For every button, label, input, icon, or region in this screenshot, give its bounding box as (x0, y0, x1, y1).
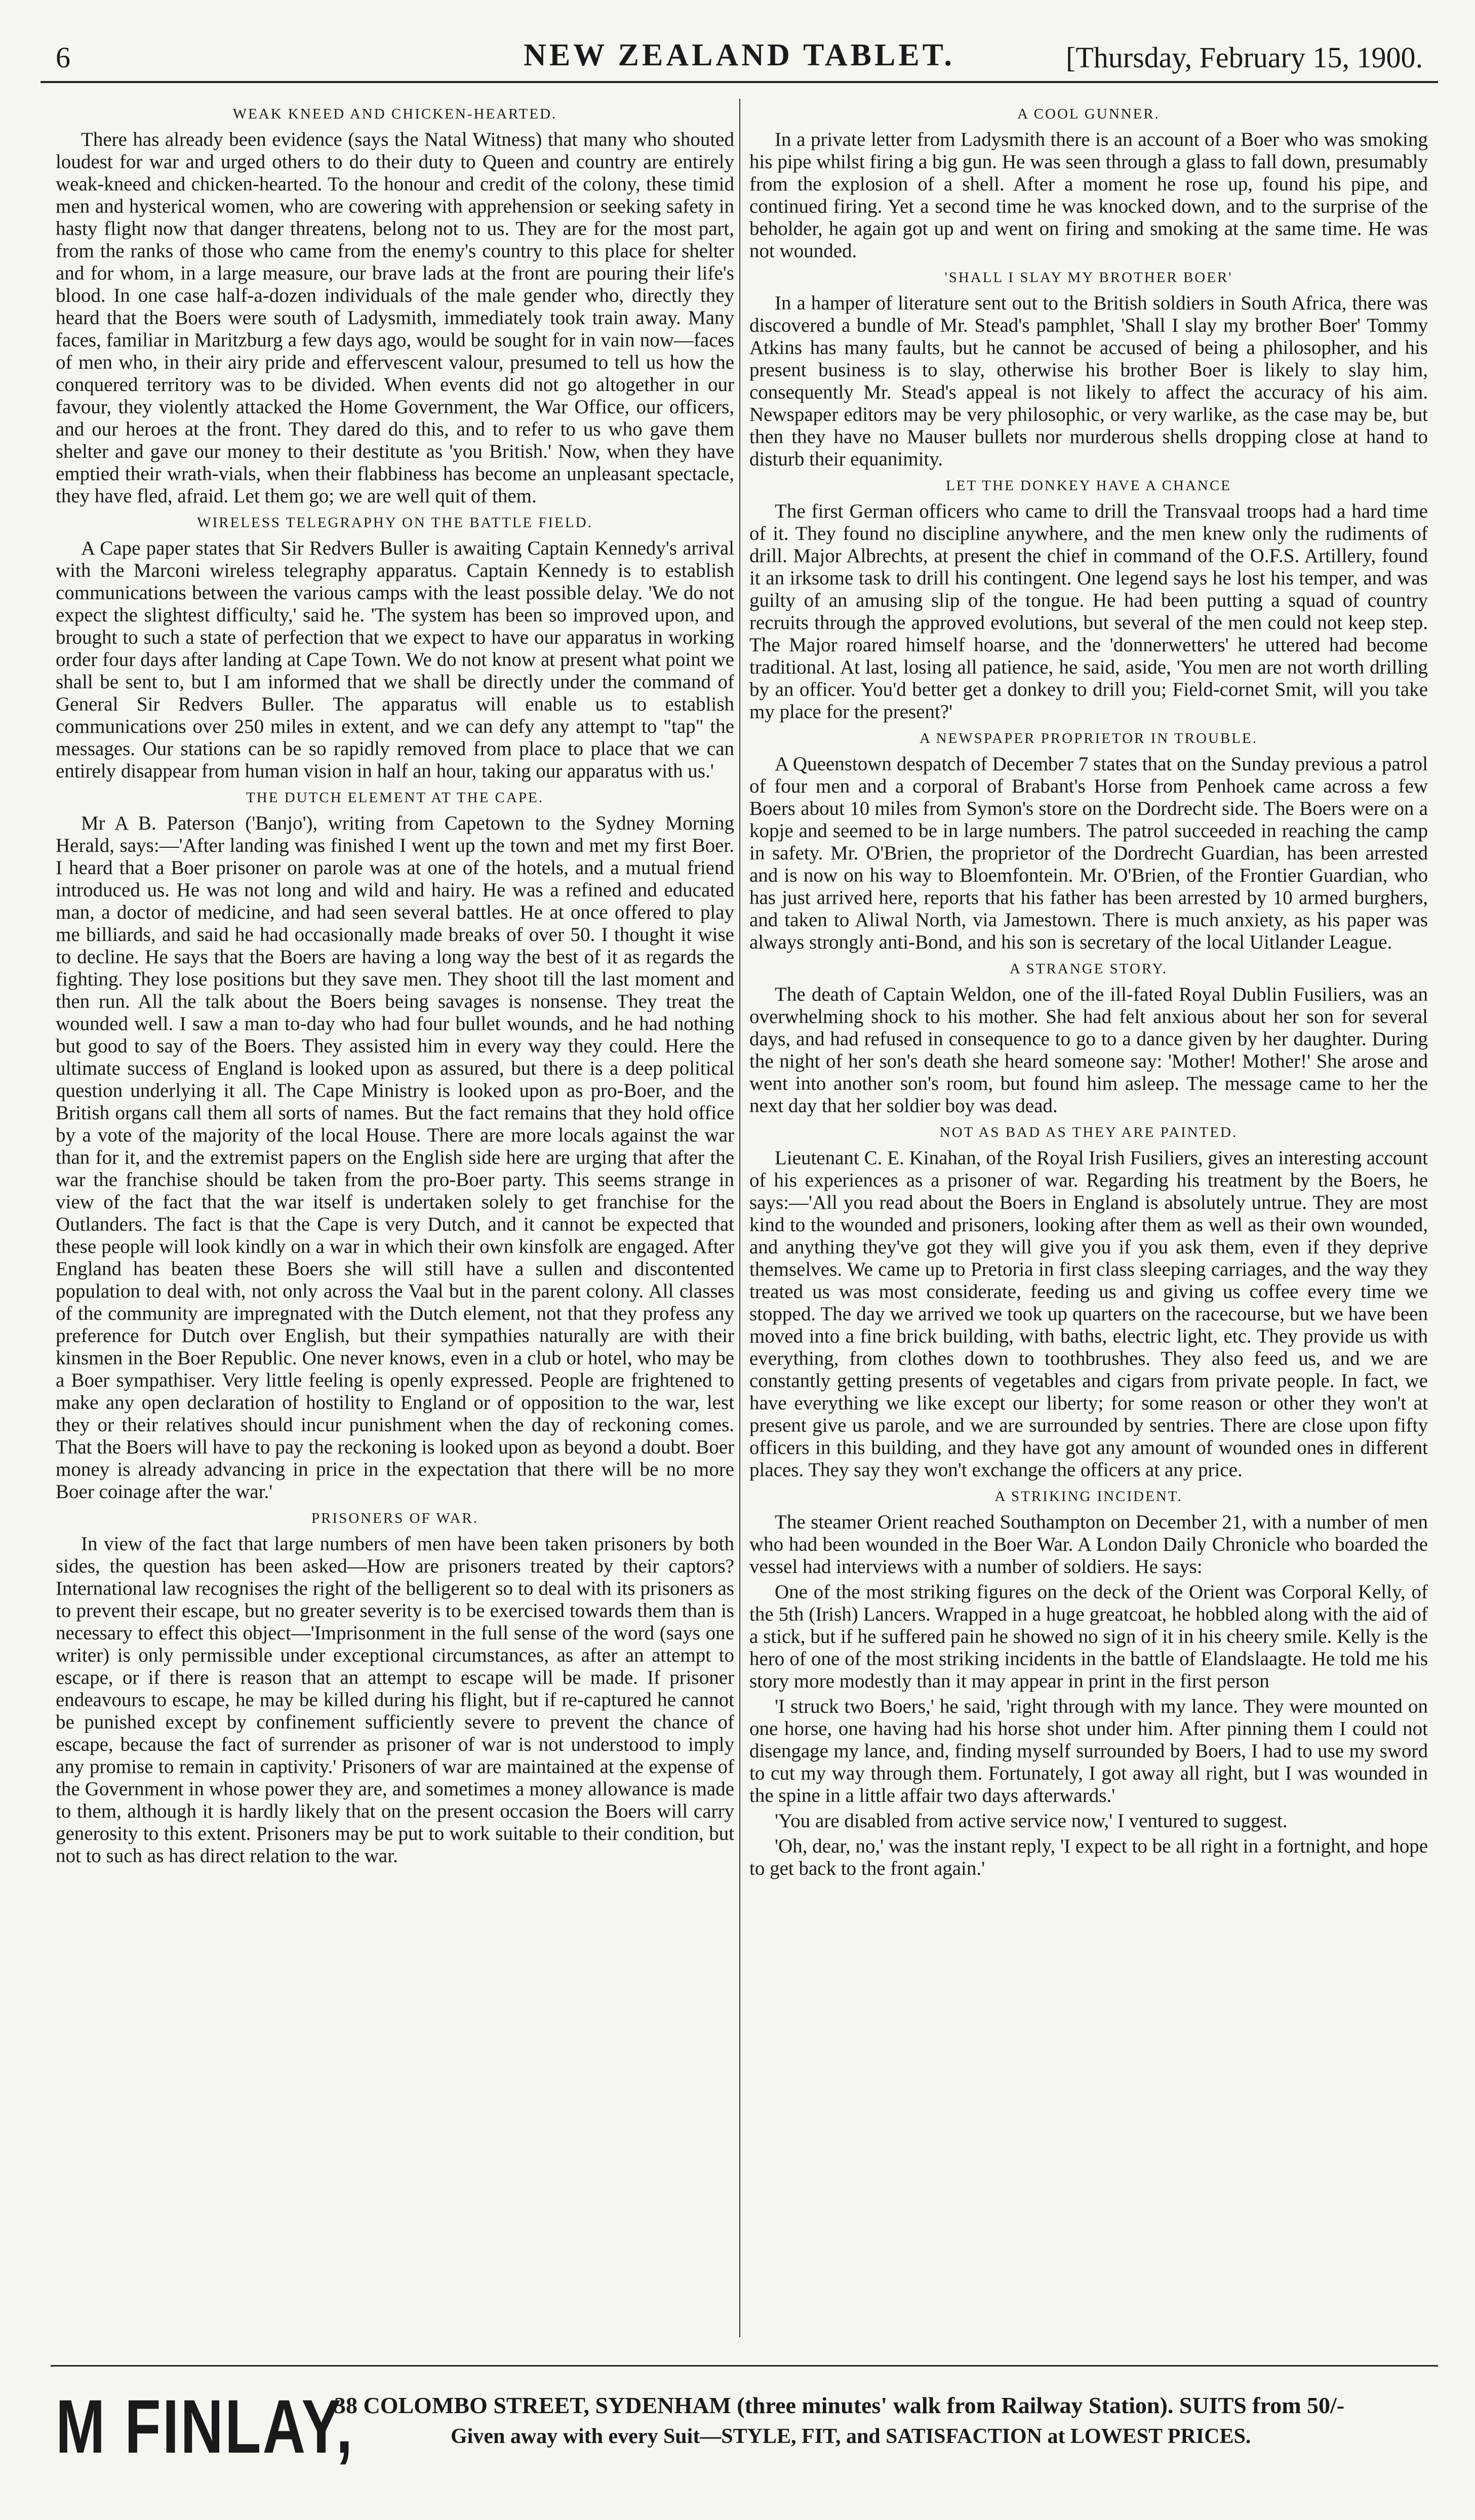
advertisement (51, 2383, 1438, 2484)
article (56, 515, 734, 782)
advertiser-name: M FINLAY, (56, 2384, 354, 2469)
column-divider (739, 99, 740, 2337)
article-heading: 'SHALL I SLAY MY BROTHER BOER' (944, 269, 1233, 286)
article (749, 1488, 1428, 1880)
article (749, 1124, 1428, 1481)
article-paragraph: Mr A B. Paterson ('Banjo'), writing from Capetown to the Sydney Morning Herald, says:—'After landing was finished I went up the town and met my first Boer. I heard that a Boer prisoner on parole was at one of the hotels, and a mutual friend introduced us. He was not long and wild and hairy. He was a refined and educated man, a doctor of medicine, and had seen several battles. He at once offered to play me billiards, and said he had occasionally made breaks of over 50. I thought it wise to decline. He says that the Boers are having a long way the best of it as regards the fighting. They lose positions but they save men. They shoot till the last moment and then run. All the talk about the Boers being savages is nonsense. They treat the wounded well. I saw a man to-day who had four bullet wounds, and he had nothing but good to say of the Boers. They assisted him in every way they could. Here the ultimate success of England is looked upon as assured, but there is a deep political question underlying it all. The Cape Ministry is looked upon as pro-Boer, and the British organs call them all sorts of names. But the fact remains that they hold office by a vote of the majority of the local House. There are more locals against the war than for it, and the extremist papers on the English side here are urging that after the war the franchise should be taken from the pro-Boer party. This seems strange in view of the fact that the war itself is undertaken solely to get franchise for the Outlanders. The fact is that the Cape is very Dutch, and it cannot be expected that these people will look kindly on a war in which their own kinsfolk are engaged. After England has beaten these Boers she will still have a sullen and discontented population to deal with, not only across the Vaal but in the parent colony. All classes of the community are impregnated with the Dutch element, not that they profess any preference for Dutch over English, but their sympathies naturally are with their kinsmen in the Boer Republic. One never knows, even in a club or hotel, who may be a Boer sympathiser. Very little feeling is openly expressed. People are frightened to make any open declaration of hostility to England or of opposition to the war, lest they or their relatives should incur punishment when the day of reckoning comes. That the Boers will have to pay the reckoning is looked upon as beyond a doubt. Boer money is already advancing in price in the expectation that there will be no more Boer coinage after the war.' (56, 812, 734, 1503)
article-paragraph: In a hamper of literature sent out to the British soldiers in South Africa, there was discovered a bundle of Mr. Stead's pamphlet, 'Shall I slay my brother Boer' Tommy Atkins has many faults, but he cannot be accused of being a philosopher, and his present business is to slay, otherwise his brother Boer is likely to slay him, consequently Mr. Stead's appeal is not likely to affect the accuracy of his aim. Newspaper editors may be very philosophic, or very warlike, as the case may be, but then they have no Mauser bullets nor murderous shells dropping close at hand to disturb their equanimity. (749, 292, 1428, 470)
article-paragraph: Lieutenant C. E. Kinahan, of the Royal Irish Fusiliers, gives an interesting account of his experiences as a prisoner of war. Regarding his treatment by the Boers, he says:—'All you read about the Boers in England is absolutely untrue. They are most kind to the wounded and prisoners, looking after them as well as their own wounded, and anything they've got they will give you if you ask them, even if they deprive themselves. We came up to Pretoria in first class sleeping carriages, and the way they treated us was most considerate, feeding us and giving us coffee every time we stopped. The day we arrived we took up quarters on the racecourse, but we have been moved into a fine brick building, with baths, electric light, etc. They provide us with everything, from clothes down to toothbrushes. They also feed us, and we are constantly getting presents of vegetables and cigars from private people. In fact, we have everything we like except our liberty; for some reason or other they won't at present give us parole, and we are surrounded by sentries. There are close upon fifty officers in this building, and they have got any amount of wounded ones in different places. They say they won't exchange the officers at any price. (749, 1147, 1428, 1481)
masthead (41, 35, 1438, 83)
article (749, 478, 1428, 723)
article-heading: WEAK KNEED AND CHICKEN-HEARTED. (232, 106, 557, 122)
newspaper-title: NEW ZEALAND TABLET. (524, 38, 955, 72)
article-paragraph: The death of Captain Weldon, one of the ill-fated Royal Dublin Fusiliers, was an overwhelming shock to his mother. She had felt anxious about her son for several days, and had refused in consequence to go to a dance given by her daughter. During the night of her son's death she heard someone say: 'Mother! Mother!' She arose and went into another son's room, but found him asleep. The message came to her the next day that her soldier boy was dead. (749, 983, 1428, 1117)
article (56, 106, 734, 507)
article-paragraph: A Queenstown despatch of December 7 states that on the Sunday previous a patrol of four men and a corporal of Brabant's Horse from Penhoek came across a few Boers about 10 miles from Symon's store on the Dordrecht side. The Boers were on a kopje and seemed to be in large numbers. The patrol succeeded in reaching the camp in safety. Mr. O'Brien, the proprietor of the Dordrecht Guardian, has been arrested and is now on his way to Bloemfontein. Mr. O'Brien, of the Frontier Guardian, who has just arrived here, reports that his father has been arrested by 10 armed burghers, and taken to Aliwal North, via Jamestown. There is much anxiety, as his paper was always strongly anti-Bond, and his son is secretary of the local Uitlander League. (749, 753, 1428, 953)
article (56, 1510, 734, 1867)
article-paragraph: 'I struck two Boers,' he said, 'right through with my lance. They were mounted on one horse, one having had his horse shot under him. After pinning them I could not disengage my lance, and, finding myself surrounded by Boers, I had to use my sword to cut my way through them. Fortunately, I got away all right, but I was wounded in the spine in a little affair two days afterwards.' (749, 1696, 1428, 1806)
article-paragraph: 'You are disabled from active service now,' I ventured to suggest. (775, 1810, 1288, 1832)
article-heading: WIRELESS TELEGRAPHY ON THE BATTLE FIELD. (197, 515, 593, 531)
article-paragraph: 'Oh, dear, no,' was the instant reply, 'I expect to be all right in a fortnight, and hope to get back to the front again.' (749, 1835, 1428, 1879)
article-paragraph: One of the most striking figures on the deck of the Orient was Corporal Kelly, of the 5th (Irish) Lancers. Wrapped in a huge greatcoat, he hobbled along with the aid of a stick, but if he suffered pain he showed no sign of it in his cheery smile. Kelly is the hero of one of the most striking incidents in the battle of Elandslaagte. He told me his story more modestly than it may appear in print in the first person (749, 1581, 1428, 1692)
article-paragraph: There has already been evidence (says the Natal Witness) that many who shouted loudest for war and urged others to do their duty to Queen and country are entirely weak-kneed and chicken-hearted. To the honour and credit of the colony, these timid men and hysterical women, who are cowering with apprehension or seeking safety in hasty flight now that danger threatens, belong not to us. They are for the most part, from the ranks of those who came from the enemy's country to this place for shelter and for whom, in a large measure, our brave lads at the front are pouring their life's blood. In one case half-a-dozen individuals of the male gender who, directly they heard that the Boers were south of Ladysmith, immediately took train away. Many faces, familiar in Maritzburg a few days ago, would be sought for in vain now—faces of men who, in their airy pride and effervescent valour, presumed to tell us how the conquered territory was to be divided. When events did not go altogether in our favour, they violently attacked the Home Government, the War Office, our officers, and our heroes at the front. They dared do this, and to refer to us who gave them shelter and gave our money to their destitute as 'you British.' Now, when they have emptied their wrath-vials, when their flabbiness has become an unpleasant spectacle, they have fled, afraid. Let them go; we are well quit of them. (56, 129, 734, 507)
article (749, 730, 1428, 954)
article-heading: A STRIKING INCIDENT. (994, 1488, 1183, 1505)
article-heading: A STRANGE STORY. (1009, 961, 1168, 977)
article-paragraph: In a private letter from Ladysmith there is an account of a Boer who was smoking his pipe whilst firing a big gun. He was seen through a glass to fall down, presumably from the explosion of a shell. After a moment he rose up, found his pipe, and continued firing. Yet a second time he was knocked down, and to the surprise of the beholder, he again got up and went on firing and smoking at the same time. He was not wounded. (749, 129, 1428, 262)
article (56, 790, 734, 1503)
issue-date: [Thursday, February 15, 1900. (1066, 41, 1423, 74)
page-number: 6 (56, 41, 70, 74)
article-heading: LET THE DONKEY HAVE A CHANCE (946, 478, 1231, 494)
article-heading: PRISONERS OF WAR. (311, 1510, 479, 1526)
advertisement-rule (51, 2365, 1438, 2367)
article-heading: NOT AS BAD AS THEY ARE PAINTED. (939, 1124, 1238, 1140)
article (749, 961, 1428, 1117)
article-paragraph: The steamer Orient reached Southampton on December 21, with a number of men who had been wounded in the Boer War. A London Daily Chronicle who boarded the vessel had interviews with a number of soldiers. He says: (749, 1511, 1428, 1578)
left-column (56, 99, 734, 2352)
advertisement-line-1: 38 COLOMBO STREET, SYDENHAM (three minutes' walk from Railway Station). SUITS from 50/- (334, 2392, 1345, 2418)
right-column (749, 99, 1428, 2352)
article-paragraph: The first German officers who came to drill the Transvaal troops had a hard time of it. They found no discipline anywhere, and the men knew only the rudiments of drill. Major Albrechts, at present the chief in command of the O.F.S. Artillery, found it an irksome task to drill his contingent. One legend says he lost his temper, and was guilty of an amusing slip of the tongue. He had been putting a squad of country recruits through the approved evolutions, but several of the men could not keep step. The Major roared himself hoarse, and the 'donnerwetters' he uttered had become traditional. At last, losing all patience, he said, aside, 'You men are not worth drilling by an officer. You'd better get a donkey to drill you; Field-cornet Smit, will you take my place for the present?' (749, 500, 1428, 723)
article (749, 269, 1428, 470)
article-paragraph: A Cape paper states that Sir Redvers Buller is awaiting Captain Kennedy's arrival with the Marconi wireless telegraphy apparatus. Captain Kennedy is to establish communications between the various camps with the least possible delay. 'We do not expect the slightest difficulty,' said he. 'The system has been so improved upon, and brought to such a state of perfection that we expect to have our apparatus in working order four days after landing at Cape Town. We do not know at present what point we shall be sent to, but I am informed that we shall be directly under the command of General Sir Redvers Buller. The apparatus will enable us to establish communications over 250 miles in extent, and we can defy any attempt to "tap" the messages. Our stations can be so rapidly removed from place to place that we can entirely disappear from human vision in half an hour, taking our apparatus with us.' (56, 537, 734, 782)
article (749, 106, 1428, 262)
advertisement-line-2: Given away with every Suit—STYLE, FIT, and SATISFACTION at LOWEST PRICES. (451, 2425, 1251, 2448)
article-heading: THE DUTCH ELEMENT AT THE CAPE. (246, 790, 544, 806)
article-heading: A COOL GUNNER. (1017, 106, 1160, 122)
article-paragraph: In view of the fact that large numbers of men have been taken prisoners by both sides, the question has been asked—How are prisoners treated by their captors? International law recognises the right of the belligerent so to deal with its prisoners as to prevent their escape, but no greater severity is to be exercised towards them than is necessary to effect this object—'Imprisonment in the full sense of the word (says one writer) is only permissible under exceptional circumstances, as after an attempt to escape, or if there is reason that an attempt to escape will be made. If prisoner endeavours to escape, he may be killed during his flight, but if re-captured he cannot be punished except by confinement sufficiently severe to prevent the chance of escape, because the fact of surrender as prisoner of war is not understood to imply any promise to remain in captivity.' Prisoners of war are maintained at the expense of the Government in whose power they are, and sometimes a money allowance is made to them, although it is hardly likely that on the present occasion the Boers will carry generosity to this extent. Prisoners may be put to work suitable to their condition, but not to such as has direct relation to the war. (56, 1533, 734, 1867)
article-heading: A NEWSPAPER PROPRIETOR IN TROUBLE. (920, 730, 1258, 746)
